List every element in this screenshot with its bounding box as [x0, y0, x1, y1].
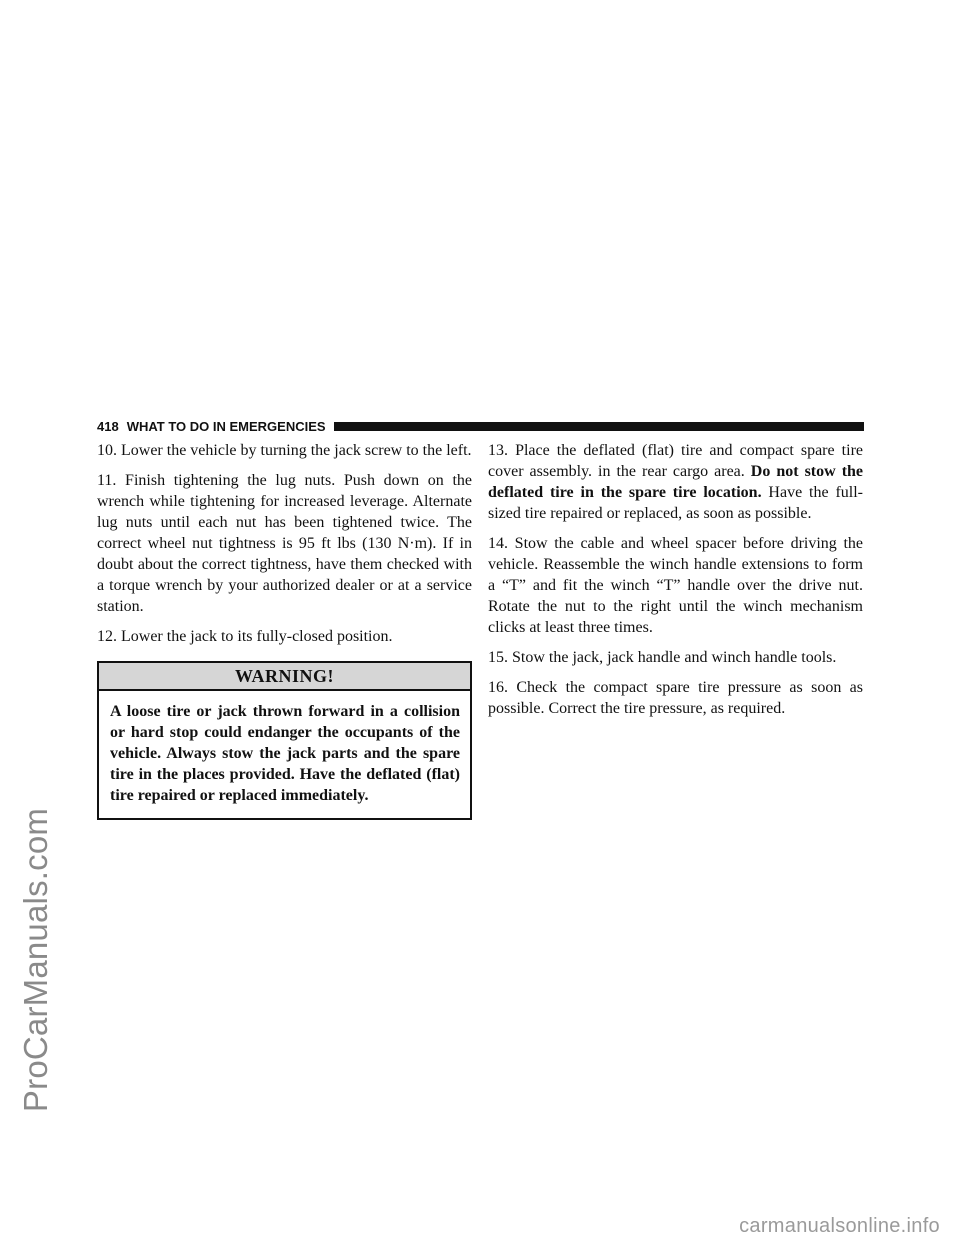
- step-13-text: 13. Place the deflated (flat) tire and compact spare tire cover assembly. in the rear cargo area.: [488, 442, 863, 480]
- section-title: WHAT TO DO IN EMERGENCIES: [126, 418, 326, 434]
- side-watermark: [6, 700, 66, 1220]
- step-13: [488, 440, 863, 524]
- right-column: [488, 440, 863, 728]
- left-column: [97, 440, 472, 820]
- step-15: 15. Stow the jack, jack handle and winch handle tools.: [488, 649, 837, 666]
- step-11: 11. Finish tightening the lug nuts. Push down on the wrench while tightening for increased leverage. Alternate lug nuts until each nut has been tightened twice. The correct wheel nut tightness is 95 ft lbs (130 N·m). If in doubt about the correct tightness, have them checked with a torque wrench by your authorized dealer or at a service station.: [97, 472, 472, 615]
- side-watermark-text: ProCarManuals.com: [17, 807, 54, 1113]
- bottom-watermark: carmanualsonline.info: [739, 1215, 940, 1237]
- warning-title: WARNING!: [99, 663, 470, 691]
- running-header: [97, 417, 864, 435]
- step-13-emphasis: Do not stow the deflated tire in the spare tire location.: [488, 463, 864, 501]
- step-10: 10. Lower the vehicle by turning the jack screw to the left.: [97, 442, 472, 459]
- header-rule: [334, 422, 864, 431]
- warning-box: [97, 661, 472, 820]
- warning-body: A loose tire or jack thrown forward in a collision or hard stop could endanger the occupants of the vehicle. Always stow the jack parts and the spare tire in the places provided. Have the deflated (flat) tire repaired or replaced immediately.: [110, 703, 460, 804]
- page-number: 418: [97, 418, 119, 434]
- step-13-text-end: Have the full-sized tire repaired or replaced, as soon as possible.: [488, 484, 863, 522]
- step-16: 16. Check the compact spare tire pressure as soon as possible. Correct the tire pressure, as required.: [488, 679, 863, 717]
- step-14: 14. Stow the cable and wheel spacer before driving the vehicle. Reassemble the winch handle extensions to form a “T” and fit the winch “T” handle over the drive nut. Rotate the nut to the right until the winch mechanism clicks at least three times.: [488, 535, 863, 636]
- step-12: 12. Lower the jack to its fully-closed position.: [97, 628, 393, 645]
